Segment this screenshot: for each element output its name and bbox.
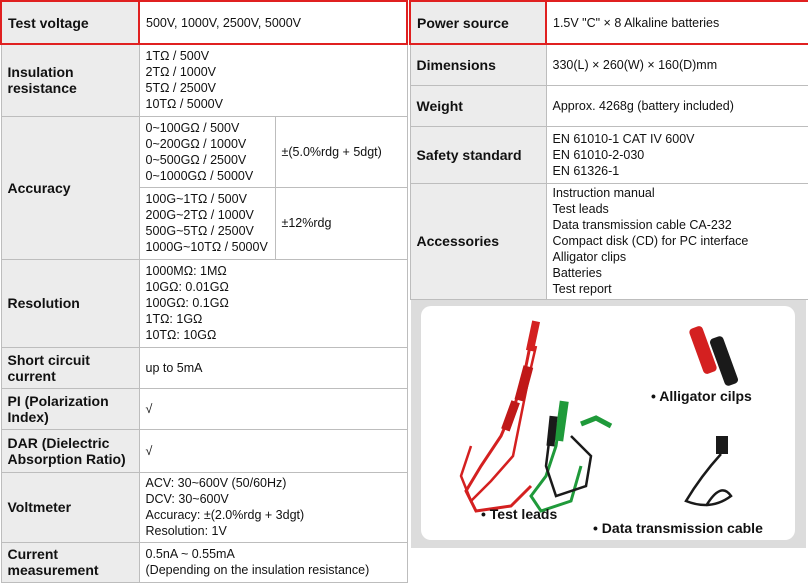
- caption-data-cable: • Data transmission cable: [593, 520, 763, 536]
- row-label: Accessories: [410, 183, 546, 299]
- row-current-measurement: [1, 542, 407, 582]
- row-label: Weight: [410, 85, 546, 126]
- row-label: Power source: [410, 1, 546, 44]
- row-safety-standard: [410, 126, 808, 183]
- row-value: up to 5mA: [139, 347, 407, 388]
- row-weight: [410, 85, 808, 126]
- accuracy-tolerance-1: ±(5.0%rdg + 5dgt): [275, 116, 407, 187]
- accessories-illustration: [421, 306, 795, 540]
- alligator-clips-icon: [688, 325, 739, 387]
- row-value: EN 61010-1 CAT IV 600V EN 61010-2-030 EN 61326-1: [546, 126, 808, 183]
- row-value: ACV: 30~600V (50/60Hz) DCV: 30~600V Accuracy: ±(2.0%rdg + 3dgt) Resolution: 1V: [139, 472, 407, 542]
- row-accuracy: [1, 116, 407, 187]
- row-value: 0.5nA ~ 0.55mA (Depending on the insulation resistance): [139, 542, 407, 582]
- row-value: 1000MΩ: 1MΩ 10GΩ: 0.01GΩ 100GΩ: 0.1GΩ 1TΩ: 1GΩ 10TΩ: 10GΩ: [139, 259, 407, 347]
- caption-alligator-clips: • Alligator cilps: [651, 388, 752, 404]
- row-label: Current measurement: [1, 542, 139, 582]
- row-label: Test voltage: [1, 1, 139, 44]
- row-test-voltage: [1, 1, 407, 44]
- row-value: Instruction manual Test leads Data transmission cable CA-232 Compact disk (CD) for PC interface Alligator clips Batteries Test report: [546, 183, 808, 299]
- row-dimensions: [410, 44, 808, 85]
- row-resolution: [1, 259, 407, 347]
- row-value: 1.5V "C" × 8 Alkaline batteries: [546, 1, 808, 44]
- bottom-blank: [411, 548, 806, 583]
- red-test-lead-icon: [461, 320, 540, 511]
- row-voltmeter: [1, 472, 407, 542]
- accuracy-range-2: 100G~1TΩ / 500V 200G~2TΩ / 1000V 500G~5TΩ / 2500V 1000G~10TΩ / 5000V: [139, 187, 275, 259]
- accuracy-range-1: 0~100GΩ / 500V 0~200GΩ / 1000V 0~500GΩ / 2500V 0~1000GΩ / 5000V: [139, 116, 275, 187]
- row-label: Insulation resistance: [1, 44, 139, 116]
- spec-table-right: [409, 0, 808, 300]
- row-power-source: [410, 1, 808, 44]
- row-value: 1TΩ / 500V 2TΩ / 1000V 5TΩ / 2500V 10TΩ / 5000V: [139, 44, 407, 116]
- data-cable-icon: [686, 436, 731, 506]
- row-label: Short circuit current: [1, 347, 139, 388]
- caption-test-leads: • Test leads: [481, 506, 558, 522]
- row-pi: [1, 388, 407, 429]
- row-label: DAR (Dielectric Absorption Ratio): [1, 429, 139, 472]
- row-label: PI (Polarization Index): [1, 388, 139, 429]
- row-insulation-resistance: [1, 44, 407, 116]
- row-label: Safety standard: [410, 126, 546, 183]
- row-dar: [1, 429, 407, 472]
- row-value: 500V, 1000V, 2500V, 5000V: [139, 1, 407, 44]
- row-label: Voltmeter: [1, 472, 139, 542]
- row-value: √: [139, 429, 407, 472]
- photo-frame: [421, 306, 795, 540]
- accessories-photo: [411, 300, 806, 548]
- row-value: Approx. 4268g (battery included): [546, 85, 808, 126]
- row-value: √: [139, 388, 407, 429]
- row-label: Accuracy: [1, 116, 139, 259]
- accuracy-tolerance-2: ±12%rdg: [275, 187, 407, 259]
- row-label: Resolution: [1, 259, 139, 347]
- row-label: Dimensions: [410, 44, 546, 85]
- row-short-circuit: [1, 347, 407, 388]
- row-value: 330(L) × 260(W) × 160(D)mm: [546, 44, 808, 85]
- row-accessories: [410, 183, 808, 299]
- green-test-lead-icon: [531, 401, 611, 511]
